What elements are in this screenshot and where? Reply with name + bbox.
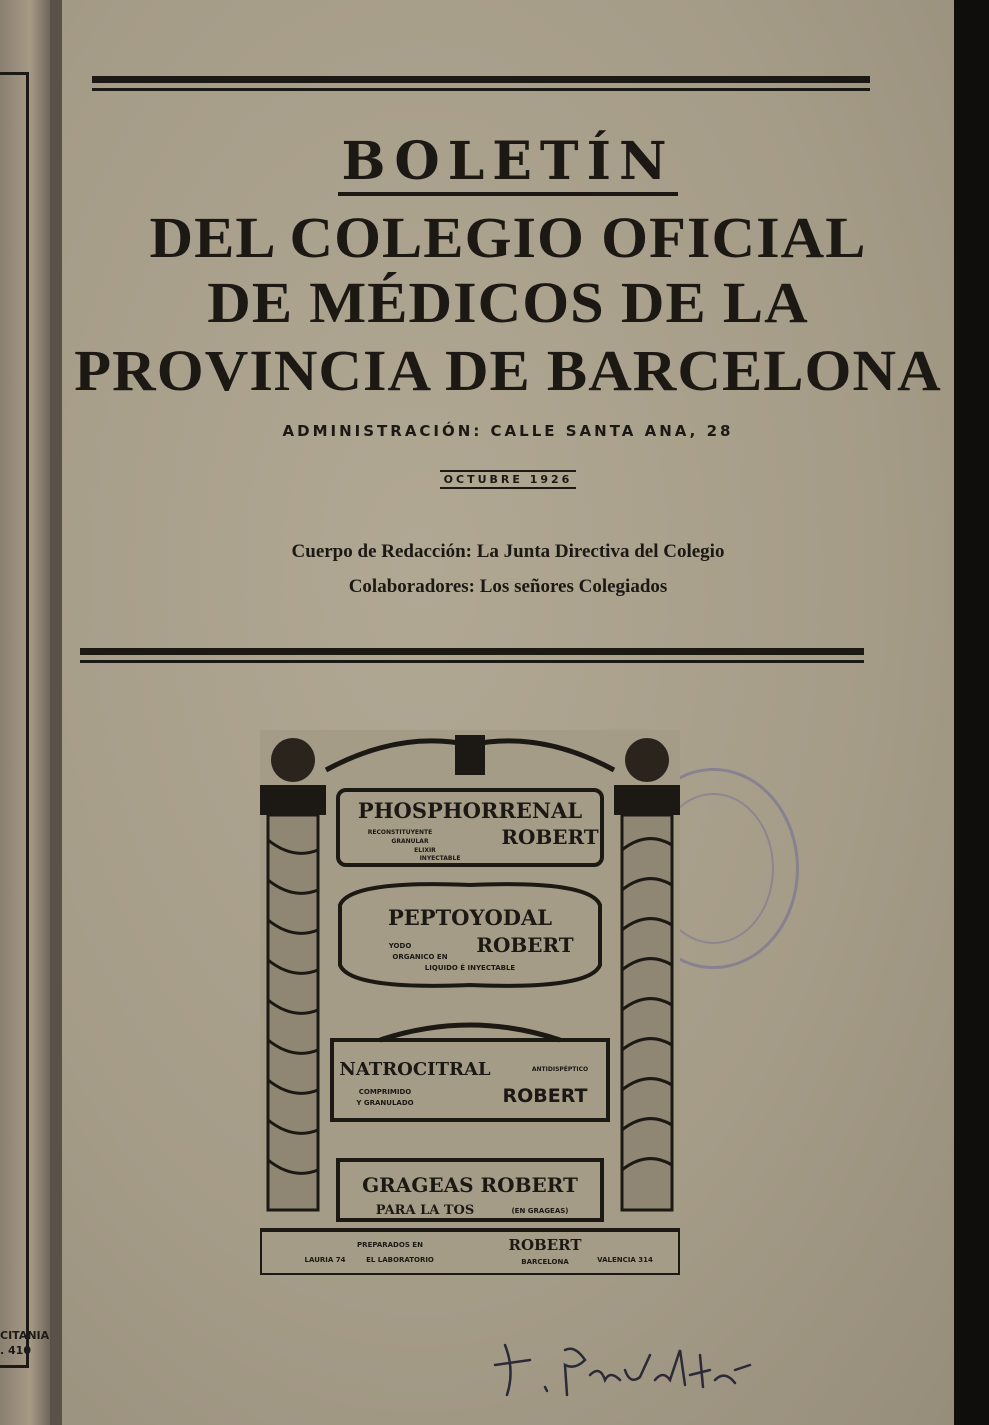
panel-4-detail-1: PARA LA TOS [375, 1203, 475, 1218]
left-capital [260, 785, 326, 815]
panel-2-product: PEPTOYODAL [387, 905, 553, 930]
editorial-board: Cuerpo de Redacción: La Junta Directiva del Colegio [291, 541, 725, 562]
panel-3-product: NATROCITRAL [339, 1059, 491, 1080]
panel-4-detail-2: (EN GRAGEAS) [511, 1207, 569, 1215]
footer-address-left: LAURIA 74 [304, 1256, 346, 1264]
left-fruit-ornament [271, 738, 315, 782]
footer-prepared: PREPARADOS EN [357, 1241, 423, 1249]
panel-1-detail-3: ELIXIR [414, 847, 436, 854]
masthead-title: BOLETÍN [62, 132, 954, 192]
footer-brand: ROBERT [508, 1236, 582, 1254]
binding-text-2: . 410 [0, 1344, 31, 1357]
bottom-rule [80, 648, 864, 655]
crest-ornament [455, 735, 485, 775]
panel-2-detail-2: ORGANICO EN [392, 953, 448, 961]
right-capital [614, 785, 680, 815]
panel-2-brand: ROBERT [476, 933, 574, 957]
bottom-rule-thin [80, 660, 864, 663]
panel-grageas [338, 1160, 602, 1220]
panel-3-brand: ROBERT [502, 1085, 588, 1107]
panel-phosphorrenal [338, 790, 602, 865]
panel-1-detail-2: GRANULAR [391, 838, 429, 845]
masthead-line-1: DEL COLEGIO OFICIAL [149, 205, 867, 270]
top-rule [92, 76, 870, 83]
masthead-line-3: PROVINCIA DE BARCELONA [74, 338, 942, 403]
panel-3-detail-3: Y GRANULADO [356, 1099, 414, 1107]
contributors: Colaboradores: Los señores Colegiados [348, 576, 668, 597]
panel-3-detail-2: COMPRIMIDO [358, 1088, 412, 1096]
panel-1-product: PHOSPHORRENAL [357, 798, 583, 823]
footer-address-right: VALENCIA 314 [597, 1256, 653, 1264]
binding-cut-text [0, 1328, 50, 1358]
right-column [622, 815, 672, 1210]
advertisement-footer [260, 1230, 680, 1275]
top-rule-thin [92, 88, 870, 91]
administration-address: ADMINISTRACIÓN: CALLE SANTA ANA, 28 [282, 422, 734, 440]
panel-1-detail-1: RECONSTITUYENTE [367, 829, 433, 836]
panel-2-detail-1: YODO [388, 942, 412, 950]
panel-3-detail-1: ANTIDISPÉPTICO [531, 1066, 589, 1073]
masthead-line-2: DE MÉDICOS DE LA [207, 270, 809, 335]
footer-city: BARCELONA [521, 1258, 569, 1266]
previous-page-frame [0, 72, 29, 1368]
scan-edge [954, 0, 989, 1425]
footer-lab: EL LABORATORIO [366, 1256, 434, 1264]
panel-peptoyodal [340, 884, 600, 986]
panel-1-detail-4: INYECTABLE [419, 855, 461, 862]
issue-date: OCTUBRE 1926 [62, 473, 954, 486]
handwritten-signature [435, 1325, 765, 1415]
panel-2-detail-3: LIQUIDO É INYECTABLE [424, 964, 516, 972]
panel-natrocitral [332, 1025, 608, 1120]
panel-1-brand: ROBERT [501, 825, 599, 849]
left-column [268, 815, 318, 1210]
robert-advertisement [260, 730, 680, 1275]
binding-text-1: CITANIA [0, 1329, 50, 1342]
panel-4-product: GRAGEAS ROBERT [362, 1173, 578, 1197]
right-fruit-ornament [625, 738, 669, 782]
